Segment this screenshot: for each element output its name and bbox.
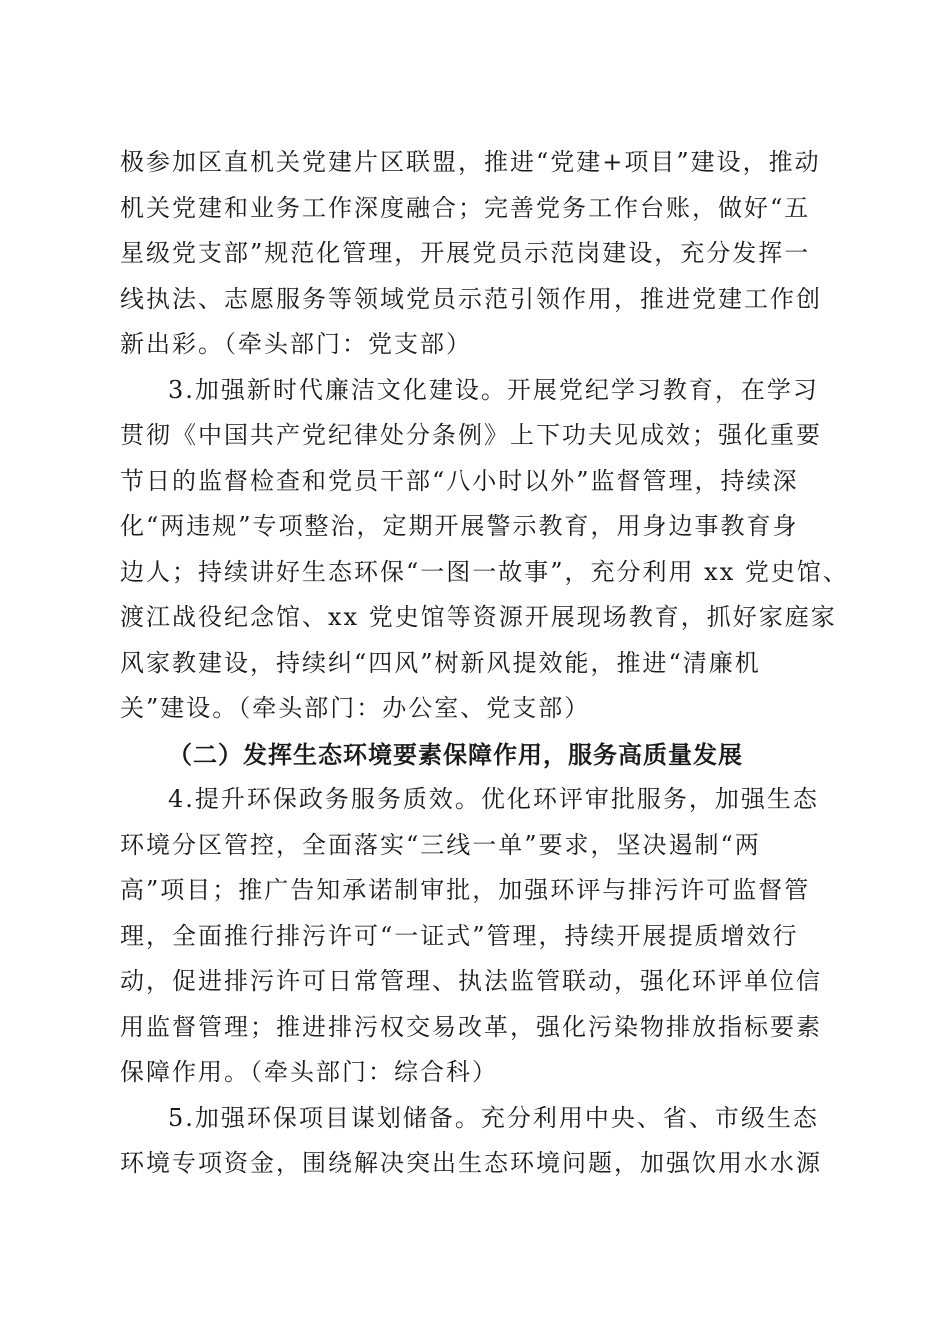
- text-line: 线执法、志愿服务等领域党员示范引领作用，推进党建工作创: [120, 284, 822, 313]
- text-line: 用监督管理；推进排污权交易改革，强化污染物排放指标要素: [120, 1012, 822, 1041]
- text-line: 机关党建和业务工作深度融合；完善党务工作台账，做好“五: [120, 193, 811, 222]
- text-line: 关”建设。（牵头部门：办公室、党支部）: [120, 694, 591, 722]
- text-line: 风家教建设，持续纠“四风”树新风提效能，推进“清廉机: [120, 648, 761, 677]
- text-line: 高”项目；推广告知承诺制审批，加强环评与排污许可监督管: [120, 876, 811, 904]
- paragraph-3-first-line: 3.加强新时代廉洁文化建设。开展党纪学习教育，在学习: [168, 375, 819, 404]
- paragraph-5-first-line: 5.加强环保项目谋划储备。充分利用中央、省、市级生态: [168, 1103, 819, 1132]
- paragraph-4-first-line: 4.提升环保政务服务质效。优化环评审批服务，加强生态: [168, 785, 819, 813]
- document-body: [120, 140, 849, 1187]
- text-line: 节日的监督检查和党员干部“八小时以外”监督管理，持续深: [120, 466, 799, 495]
- text-line: 新出彩。（牵头部门：党支部）: [120, 330, 472, 358]
- section-heading: （二）发挥生态环境要素保障作用，服务高质量发展: [168, 739, 743, 769]
- text-line: 理，全面推行排污许可“一证式”管理，持续开展提质增效行: [120, 921, 799, 950]
- text-line: 渡江战役纪念馆、xx 党史馆等资源开展现场教育，抓好家庭家: [120, 603, 837, 631]
- text-line: 极参加区直机关党建片区联盟，推进“党建+项目”建设，推动: [120, 148, 821, 176]
- text-line: 贯彻《中国共产党纪律处分条例》上下功夫见成效；强化重要: [120, 421, 822, 449]
- text-line: 化“两违规”专项整治，定期开展警示教育，用身边事教育身: [120, 512, 799, 540]
- text-line: 保障作用。（牵头部门：综合科）: [120, 1058, 498, 1086]
- text-line: 环境分区管控，全面落实“三线一单”要求，坚决遏制“两: [120, 830, 761, 859]
- text-line: 边人；持续讲好生态环保“一图一故事”，充分利用 xx 党史馆、: [120, 557, 849, 586]
- text-line: 动，促进排污许可日常管理、执法监管联动，强化环评单位信: [120, 967, 822, 995]
- text-line: 环境专项资金，围绕解决突出生态环境问题，加强饮用水水源: [120, 1149, 822, 1177]
- text-line: 星级党支部”规范化管理，开展党员示范岗建设，充分发挥一: [120, 239, 811, 267]
